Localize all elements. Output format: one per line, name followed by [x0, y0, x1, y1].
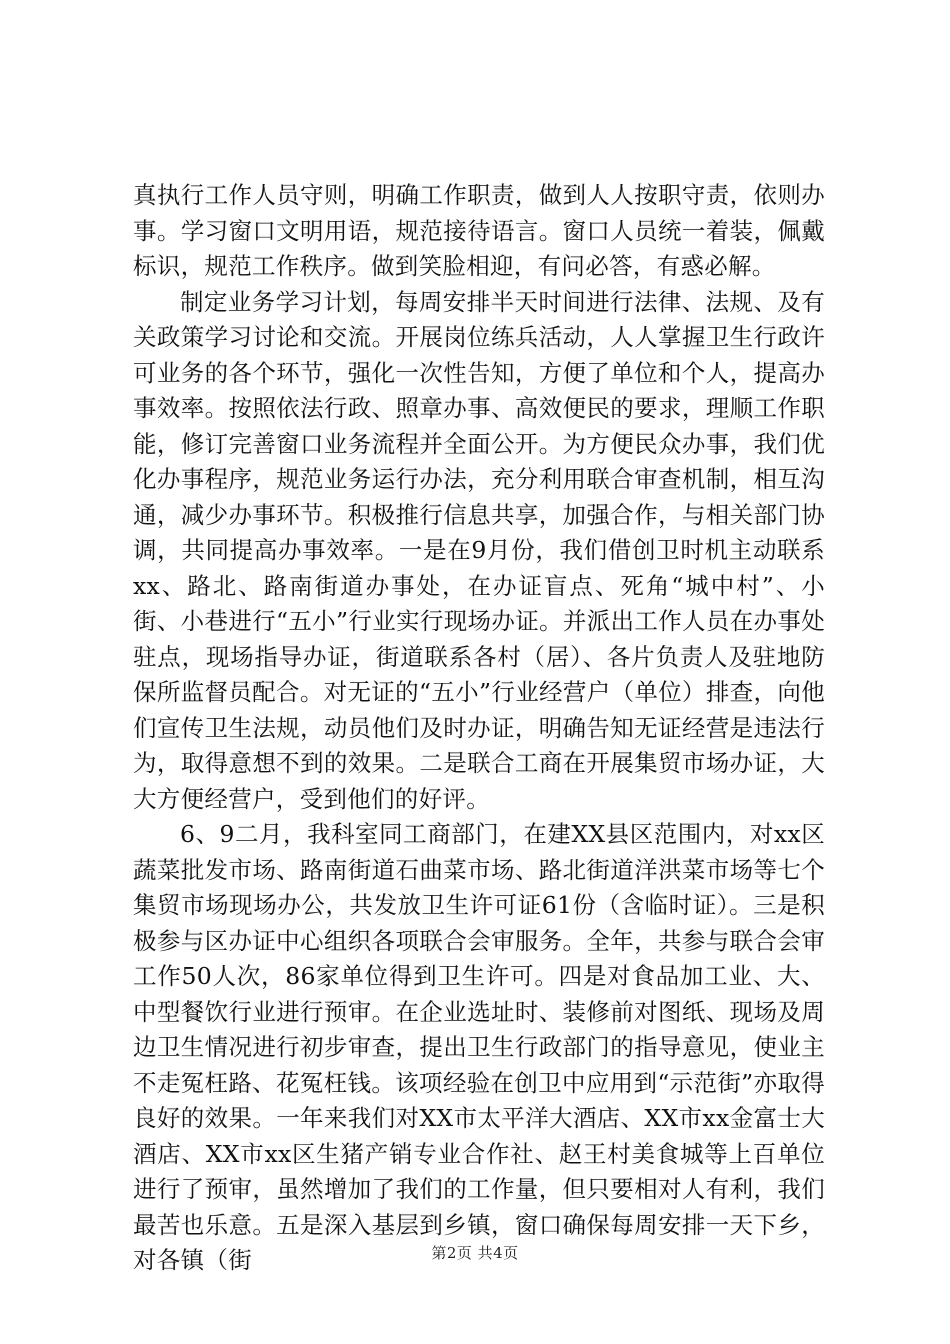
paragraph-market-licensing: 6、9二月，我科室同工商部门，在建XX县区范围内，对xx区蔬菜批发市场、路南街道石曲菜市场、路北街道洋洪菜市场等七个集贸市场现场办公，共发放卫生许可证61份（含临时证）。三是积极参与区办证中心组织各项联合会审服务。全年，共参与联合会审工作50人次，86家单位得到卫生许可。四是对食品加工业、大、中型餐饮行业进行预审。在企业选址时、装修前对图纸、现场及周边卫生情况进行初步审查，提出卫生行政部门的指导意见，使业主不走冤枉路、花冤枉钱。该项经验在创卫中应用到“示范街”亦取得良好的效果。一年来我们对XX市太平洋大酒店、XX市xx金富士大酒店、XX市xx区生猪产销专业合作社、赵王村美食城等上百单位进行了预审，虽然增加了我们的工作量，但只要相对人有利，我们最苦也乐意。五是深入基层到乡镇，窗口确保每周安排一天下乡，对各镇（街: [133, 820, 825, 1274]
paragraph-continuation: 真执行工作人员守则，明确工作职责，做到人人按职守责，依则办事。学习窗口文明用语，规范接待语言。窗口人员统一着装，佩戴标识，规范工作秩序。做到笑脸相迎，有问必答，有惑必解。: [133, 181, 825, 280]
page-number-footer: 第2页 共4页: [431, 1244, 519, 1262]
paragraph-business-study: 制定业务学习计划，每周安排半天时间进行法律、法规、及有关政策学习讨论和交流。开展岗位练兵活动，人人掌握卫生行政许可业务的各个环节，强化一次性告知，方便了单位和个人，提高办事效率。按照依法行政、照章办事、高效便民的要求，理顺工作职能，修订完善窗口业务流程并全面公开。为方便民众办事，我们优化办事程序，规范业务运行办法，充分利用联合审查机制，相互沟通，减少办事环节。积极推行信息共享，加强合作，与相关部门协调，共同提高办事效率。一是在9月份，我们借创卫时机主动联系xx、路北、路南街道办事处，在办证盲点、死角“城中村”、小街、小巷进行“五小”行业实行现场办证。并派出工作人员在办事处驻点，现场指导办证，街道联系各村（居）、各片负责人及驻地防保所监督员配合。对无证的“五小”行业经营户（单位）排查，向他们宣传卫生法规，动员他们及时办证，明确告知无证经营是违法行为，取得意想不到的效果。二是联合工商在开展集贸市场办证，大大方便经营户，受到他们的好评。: [133, 287, 825, 813]
document-body: [133, 178, 825, 1279]
